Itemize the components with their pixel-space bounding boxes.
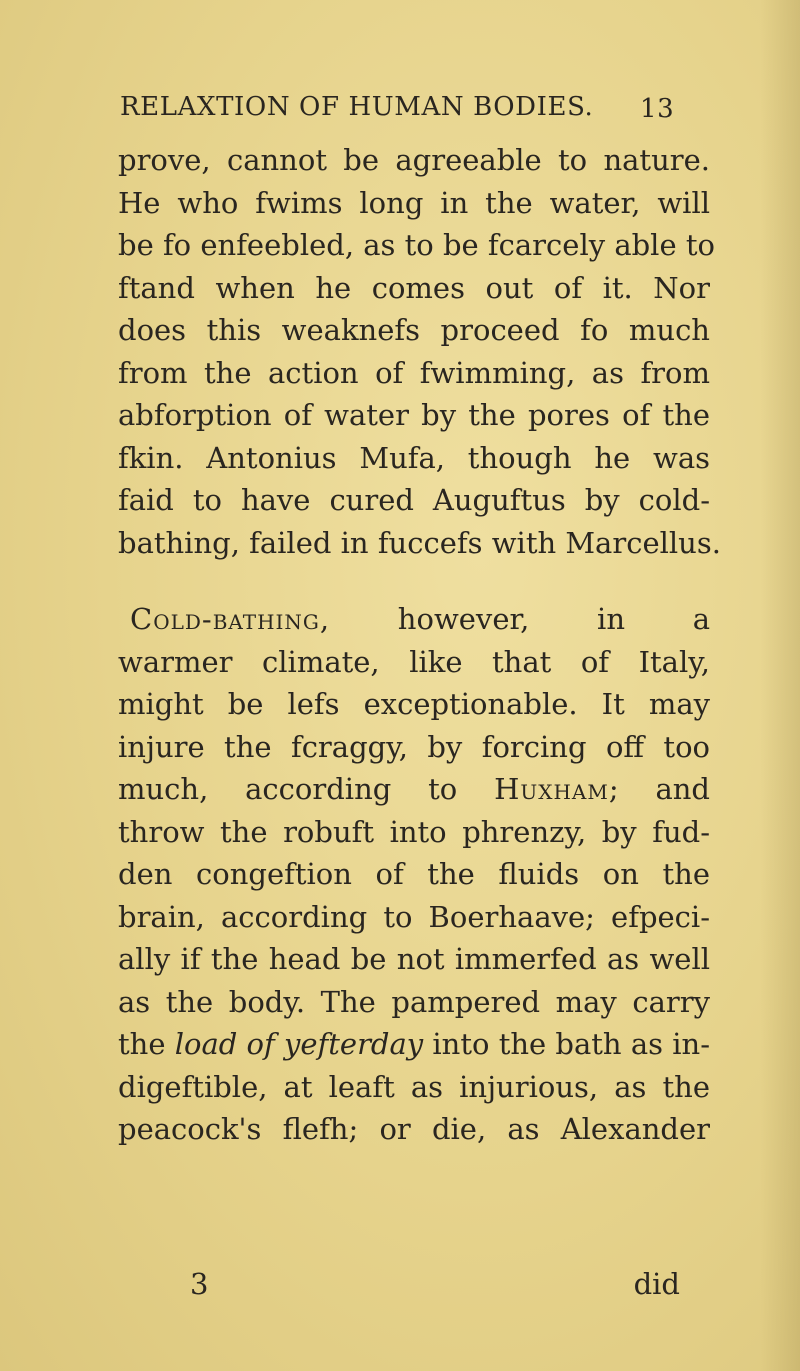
text-line: digeftible, at leaft as injurious, as the [118, 1069, 710, 1104]
text-span: however, in a [330, 602, 710, 636]
page-number: 13 [640, 94, 675, 124]
text-line: brain, according to Boerhaave; efpeci- [118, 899, 710, 934]
text-line: as the body. The pampered may carry [118, 984, 710, 1019]
body-text [118, 139, 721, 1151]
running-title: RELAXTION OF HUMAN BODIES. [120, 92, 594, 122]
text-line: faid to have cured Auguftus by cold- [118, 483, 710, 517]
text-line: bathing, failed in fuccefs with Marcellus. [118, 525, 721, 560]
text-span: the [118, 1027, 175, 1061]
text-line: He who fwims long in the water, will [118, 185, 710, 220]
text-line: ftand when he comes out of it. Nor [118, 270, 710, 305]
page-edge-shadow [760, 0, 800, 1371]
page-footer [190, 1267, 680, 1307]
text-span: into the bath as in- [423, 1027, 710, 1061]
italic-phrase: load of yefterday [174, 1027, 424, 1061]
paragraph-gap [118, 564, 710, 598]
catchword: did [633, 1267, 680, 1301]
text-line: be fo enfeebled, as to be fcarcely able to [118, 228, 715, 262]
small-caps-name: Huxham [494, 772, 609, 806]
small-caps-phrase: Cold-bathing, [130, 602, 331, 636]
text-line: warmer climate, like that of Italy, [118, 644, 710, 679]
text-span: ; and [608, 772, 710, 806]
text-line: does this weaknefs proceed fo much [118, 313, 710, 347]
text-line [118, 1023, 710, 1066]
text-line: fkin. Antonius Mufa, though he was [118, 440, 710, 475]
paragraph-1 [118, 139, 721, 564]
paragraph-2 [118, 598, 710, 1151]
text-line: abforption of water by the pores of the [118, 398, 710, 432]
text-line [118, 768, 710, 811]
text-line: injure the fcraggy, by forcing off too [118, 729, 710, 764]
text-line: prove, cannot be agreeable to nature. [118, 143, 710, 177]
text-line: throw the robuft into phrenzy, by fud- [118, 814, 710, 849]
text-line [118, 598, 710, 641]
text-line: den congeftion of the fluids on the [118, 857, 710, 891]
text-line: ally if the head be not immerfed as well [118, 942, 710, 976]
text-line: might be lefs exceptionable. It may [118, 687, 710, 721]
text-span: much, according to [118, 772, 495, 806]
text-line: peacock's flefh; or die, as Alexander [118, 1112, 710, 1146]
text-line: from the action of fwimming, as from [118, 355, 710, 390]
page-header [120, 92, 680, 132]
signature-mark: 3 [190, 1267, 209, 1301]
